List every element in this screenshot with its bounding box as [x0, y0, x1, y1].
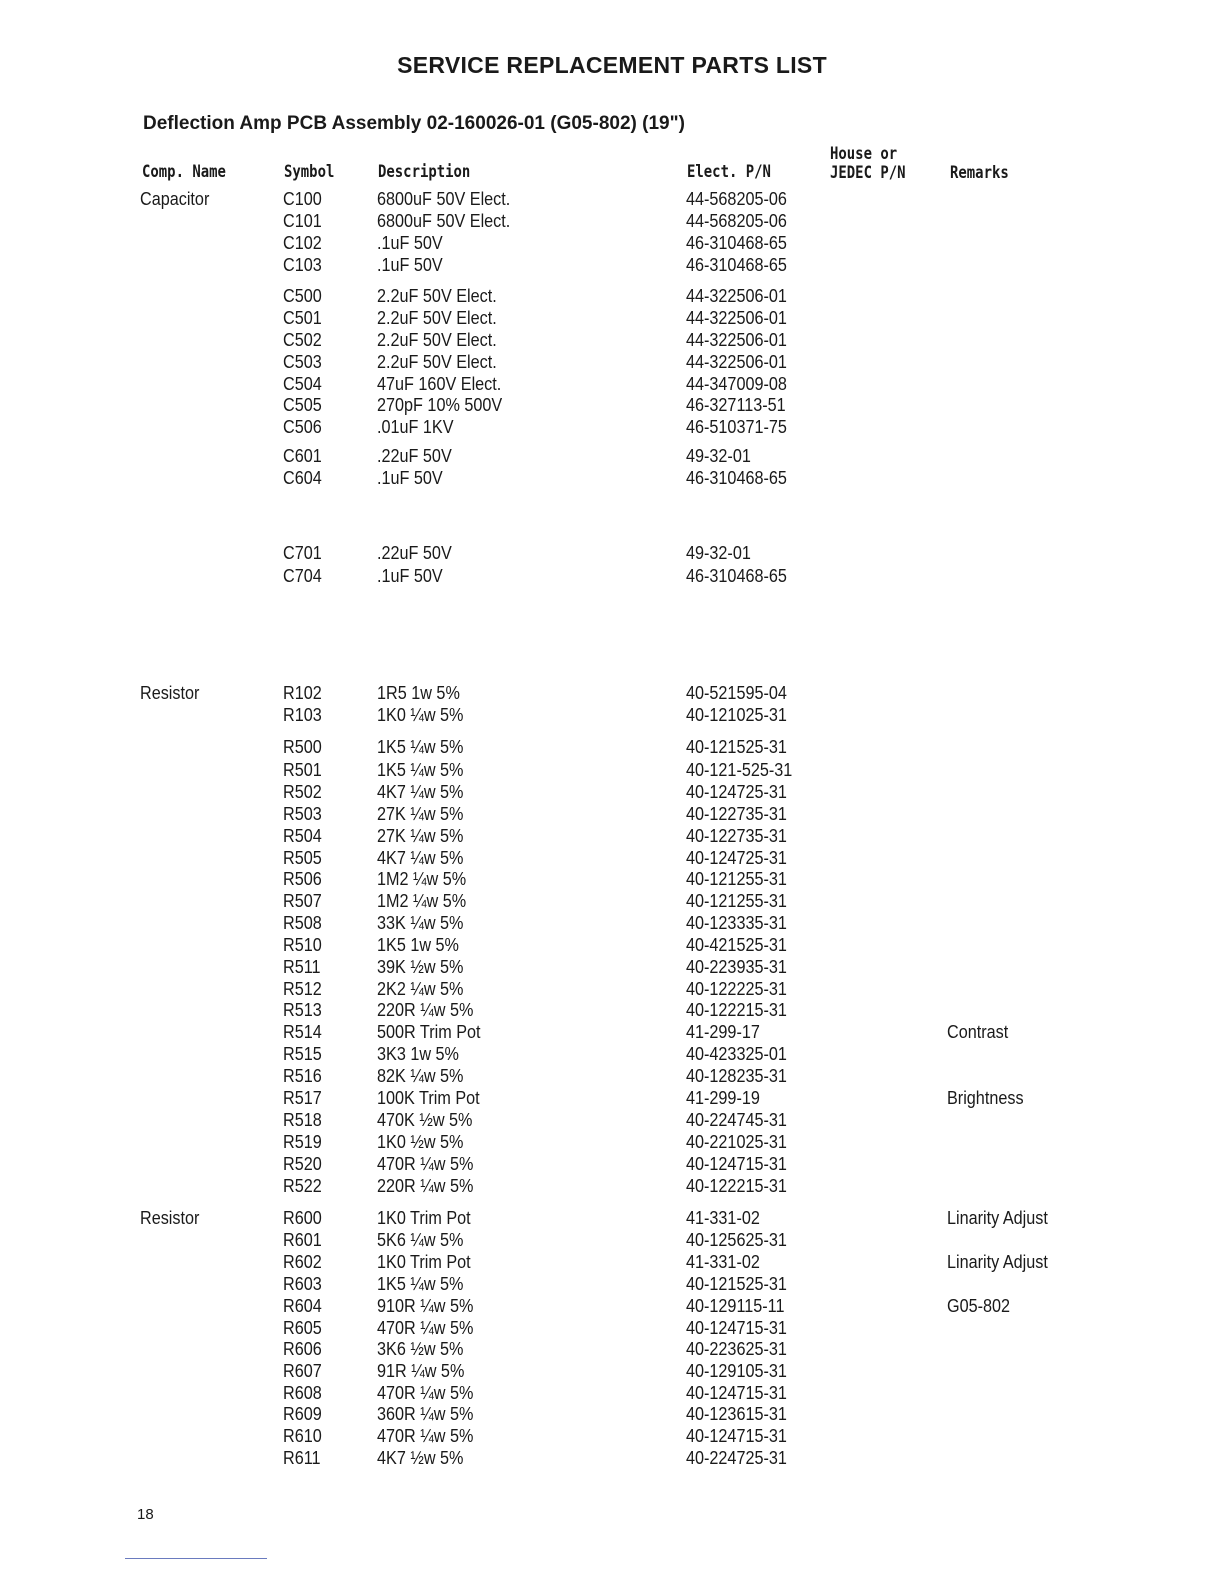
- cell-description: 1K5 ¼w 5%: [377, 1274, 464, 1294]
- cell-symbol: R507: [283, 891, 322, 911]
- cell-symbol: C505: [283, 395, 322, 415]
- cell-symbol: R611: [283, 1448, 321, 1468]
- cell-description: 220R ¼w 5%: [377, 1176, 474, 1196]
- cell-symbol: C100: [283, 189, 322, 209]
- cell-symbol: R603: [283, 1274, 322, 1294]
- cell-symbol: R501: [283, 760, 322, 780]
- cell-elect-pn: 44-322506-01: [686, 308, 787, 328]
- header-comp-name: Comp. Name: [142, 162, 226, 182]
- cell-description: 1K0 ¼w 5%: [377, 705, 464, 725]
- cell-description: 1K0 Trim Pot: [377, 1252, 471, 1272]
- cell-elect-pn: 40-122735-31: [686, 804, 787, 824]
- page-number: 18: [137, 1506, 154, 1523]
- cell-remarks: G05-802: [947, 1296, 1011, 1316]
- cell-symbol: R600: [283, 1208, 322, 1228]
- cell-elect-pn: 41-299-17: [686, 1022, 760, 1042]
- cell-elect-pn: 40-123335-31: [686, 913, 787, 933]
- cell-description: .1uF 50V: [377, 255, 443, 275]
- cell-elect-pn: 40-121-525-31: [686, 760, 793, 780]
- cell-symbol: R504: [283, 826, 322, 846]
- cell-description: 1R5 1w 5%: [377, 683, 460, 703]
- cell-symbol: R502: [283, 782, 322, 802]
- cell-symbol: C601: [283, 446, 322, 466]
- cell-description: 6800uF 50V Elect.: [377, 189, 511, 209]
- cell-symbol: R609: [283, 1404, 322, 1424]
- cell-symbol: C103: [283, 255, 322, 275]
- cell-symbol: R519: [283, 1132, 322, 1152]
- cell-remarks: Linarity Adjust: [947, 1252, 1048, 1272]
- cell-description: .1uF 50V: [377, 566, 443, 586]
- header-remarks: Remarks: [950, 163, 1009, 183]
- cell-description: 470K ½w 5%: [377, 1110, 473, 1130]
- cell-description: 91R ¼w 5%: [377, 1361, 465, 1381]
- cell-description: 470R ¼w 5%: [377, 1154, 474, 1174]
- cell-description: 220R ¼w 5%: [377, 1000, 474, 1020]
- cell-symbol: R605: [283, 1318, 322, 1338]
- cell-elect-pn: 40-122225-31: [686, 979, 787, 999]
- cell-description: 1K5 1w 5%: [377, 935, 459, 955]
- cell-elect-pn: 40-125625-31: [686, 1230, 787, 1250]
- cell-symbol: R508: [283, 913, 322, 933]
- cell-description: 1K5 ¼w 5%: [377, 760, 464, 780]
- cell-description: 4K7 ¼w 5%: [377, 848, 464, 868]
- cell-elect-pn: 40-521595-04: [686, 683, 787, 703]
- cell-elect-pn: 40-121255-31: [686, 891, 787, 911]
- cell-elect-pn: 40-122215-31: [686, 1176, 787, 1196]
- cell-description: 6800uF 50V Elect.: [377, 211, 511, 231]
- cell-symbol: C504: [283, 374, 322, 394]
- cell-symbol: R505: [283, 848, 322, 868]
- cell-elect-pn: 46-310468-65: [686, 566, 787, 586]
- cell-elect-pn: 40-224725-31: [686, 1448, 787, 1468]
- cell-description: 270pF 10% 500V: [377, 395, 503, 415]
- header-house-line2: JEDEC P/N: [830, 163, 906, 183]
- cell-elect-pn: 46-310468-65: [686, 255, 787, 275]
- cell-description: 4K7 ¼w 5%: [377, 782, 464, 802]
- cell-description: 360R ¼w 5%: [377, 1404, 474, 1424]
- cell-symbol: C500: [283, 286, 322, 306]
- cell-symbol: C503: [283, 352, 322, 372]
- cell-elect-pn: 40-121255-31: [686, 869, 787, 889]
- cell-elect-pn: 40-129115-11: [686, 1296, 785, 1316]
- cell-elect-pn: 40-423325-01: [686, 1044, 787, 1064]
- cell-description: .01uF 1KV: [377, 417, 454, 437]
- cell-symbol: R607: [283, 1361, 322, 1381]
- cell-elect-pn: 44-568205-06: [686, 189, 787, 209]
- cell-symbol: C704: [283, 566, 322, 586]
- cell-symbol: R604: [283, 1296, 322, 1316]
- cell-remarks: Brightness: [947, 1088, 1024, 1108]
- cell-symbol: R515: [283, 1044, 322, 1064]
- cell-description: .22uF 50V: [377, 543, 452, 563]
- cell-description: 27K ¼w 5%: [377, 804, 464, 824]
- cell-elect-pn: 44-322506-01: [686, 330, 787, 350]
- cell-symbol: C604: [283, 468, 322, 488]
- cell-description: 910R ¼w 5%: [377, 1296, 474, 1316]
- cell-symbol: R503: [283, 804, 322, 824]
- cell-symbol: R511: [283, 957, 321, 977]
- cell-description: 470R ¼w 5%: [377, 1318, 474, 1338]
- cell-description: 1K0 ½w 5%: [377, 1132, 464, 1152]
- cell-elect-pn: 40-124715-31: [686, 1426, 787, 1446]
- cell-comp-name: Capacitor: [140, 189, 210, 209]
- cell-description: 3K3 1w 5%: [377, 1044, 459, 1064]
- cell-comp-name: Resistor: [140, 1208, 200, 1228]
- cell-description: 2K2 ¼w 5%: [377, 979, 464, 999]
- cell-description: .22uF 50V: [377, 446, 452, 466]
- cell-description: 2.2uF 50V Elect.: [377, 352, 497, 372]
- assembly-subtitle: Deflection Amp PCB Assembly 02-160026-01 (G05-802) (19"): [143, 113, 685, 134]
- header-elect-pn: Elect. P/N: [687, 162, 771, 182]
- cell-elect-pn: 40-124725-31: [686, 848, 787, 868]
- cell-description: 2.2uF 50V Elect.: [377, 308, 497, 328]
- cell-symbol: R520: [283, 1154, 322, 1174]
- cell-symbol: C101: [283, 211, 322, 231]
- cell-elect-pn: 40-123615-31: [686, 1404, 787, 1424]
- cell-description: 470R ¼w 5%: [377, 1383, 474, 1403]
- cell-description: 470R ¼w 5%: [377, 1426, 474, 1446]
- cell-elect-pn: 41-299-19: [686, 1088, 760, 1108]
- cell-elect-pn: 41-331-02: [686, 1252, 760, 1272]
- cell-elect-pn: 40-124715-31: [686, 1154, 787, 1174]
- cell-symbol: C502: [283, 330, 322, 350]
- cell-elect-pn: 40-223935-31: [686, 957, 787, 977]
- cell-remarks: Linarity Adjust: [947, 1208, 1048, 1228]
- page-title: SERVICE REPLACEMENT PARTS LIST: [397, 52, 827, 78]
- cell-elect-pn: 40-124725-31: [686, 782, 787, 802]
- cell-elect-pn: 40-121525-31: [686, 737, 787, 757]
- cell-elect-pn: 44-568205-06: [686, 211, 787, 231]
- header-symbol: Symbol: [284, 162, 335, 182]
- cell-symbol: R601: [283, 1230, 322, 1250]
- cell-description: 2.2uF 50V Elect.: [377, 286, 497, 306]
- cell-symbol: R517: [283, 1088, 322, 1108]
- cell-elect-pn: 40-121025-31: [686, 705, 787, 725]
- cell-description: 1K0 Trim Pot: [377, 1208, 471, 1228]
- cell-symbol: R513: [283, 1000, 322, 1020]
- cell-elect-pn: 40-129105-31: [686, 1361, 787, 1381]
- cell-symbol: R602: [283, 1252, 322, 1272]
- cell-description: .1uF 50V: [377, 468, 443, 488]
- cell-comp-name: Resistor: [140, 683, 200, 703]
- cell-symbol: C102: [283, 233, 322, 253]
- cell-elect-pn: 46-310468-65: [686, 468, 787, 488]
- cell-symbol: R518: [283, 1110, 322, 1130]
- cell-elect-pn: 40-221025-31: [686, 1132, 787, 1152]
- cell-elect-pn: 44-322506-01: [686, 286, 787, 306]
- cell-remarks: Contrast: [947, 1022, 1009, 1042]
- cell-elect-pn: 44-347009-08: [686, 374, 787, 394]
- cell-elect-pn: 46-510371-75: [686, 417, 787, 437]
- cell-symbol: R608: [283, 1383, 322, 1403]
- cell-description: 100K Trim Pot: [377, 1088, 480, 1108]
- cell-description: 82K ¼w 5%: [377, 1066, 464, 1086]
- cell-elect-pn: 40-124715-31: [686, 1383, 787, 1403]
- cell-elect-pn: 40-122215-31: [686, 1000, 787, 1020]
- cell-elect-pn: 40-121525-31: [686, 1274, 787, 1294]
- header-house-line1: House or: [830, 144, 898, 164]
- cell-elect-pn: 46-327113-51: [686, 395, 786, 415]
- cell-description: 39K ½w 5%: [377, 957, 464, 977]
- cell-symbol: R510: [283, 935, 322, 955]
- cell-description: 1K5 ¼w 5%: [377, 737, 464, 757]
- cell-description: 500R Trim Pot: [377, 1022, 481, 1042]
- cell-elect-pn: 46-310468-65: [686, 233, 787, 253]
- cell-symbol: R500: [283, 737, 322, 757]
- cell-symbol: R610: [283, 1426, 322, 1446]
- cell-elect-pn: 40-224745-31: [686, 1110, 787, 1130]
- cell-symbol: R606: [283, 1339, 322, 1359]
- cell-elect-pn: 40-223625-31: [686, 1339, 787, 1359]
- cell-symbol: R522: [283, 1176, 322, 1196]
- cell-symbol: R506: [283, 869, 322, 889]
- cell-elect-pn: 44-322506-01: [686, 352, 787, 372]
- cell-elect-pn: 40-128235-31: [686, 1066, 787, 1086]
- cell-elect-pn: 41-331-02: [686, 1208, 760, 1228]
- cell-description: 1M2 ¼w 5%: [377, 869, 467, 889]
- cell-description: 1M2 ¼w 5%: [377, 891, 467, 911]
- cell-elect-pn: 40-124715-31: [686, 1318, 787, 1338]
- cell-symbol: C501: [283, 308, 322, 328]
- cell-symbol: R102: [283, 683, 322, 703]
- cell-symbol: R103: [283, 705, 322, 725]
- footer-rule: [125, 1558, 267, 1559]
- cell-symbol: C506: [283, 417, 322, 437]
- cell-description: 33K ¼w 5%: [377, 913, 464, 933]
- cell-symbol: R514: [283, 1022, 322, 1042]
- cell-elect-pn: 40-122735-31: [686, 826, 787, 846]
- cell-description: .1uF 50V: [377, 233, 443, 253]
- cell-symbol: C701: [283, 543, 322, 563]
- header-description: Description: [378, 162, 471, 182]
- cell-description: 27K ¼w 5%: [377, 826, 464, 846]
- cell-description: 5K6 ¼w 5%: [377, 1230, 464, 1250]
- cell-symbol: R516: [283, 1066, 322, 1086]
- cell-description: 3K6 ½w 5%: [377, 1339, 464, 1359]
- cell-elect-pn: 40-421525-31: [686, 935, 787, 955]
- cell-elect-pn: 49-32-01: [686, 446, 751, 466]
- cell-description: 2.2uF 50V Elect.: [377, 330, 497, 350]
- cell-elect-pn: 49-32-01: [686, 543, 751, 563]
- cell-description: 4K7 ½w 5%: [377, 1448, 464, 1468]
- cell-symbol: R512: [283, 979, 322, 999]
- cell-description: 47uF 160V Elect.: [377, 374, 502, 394]
